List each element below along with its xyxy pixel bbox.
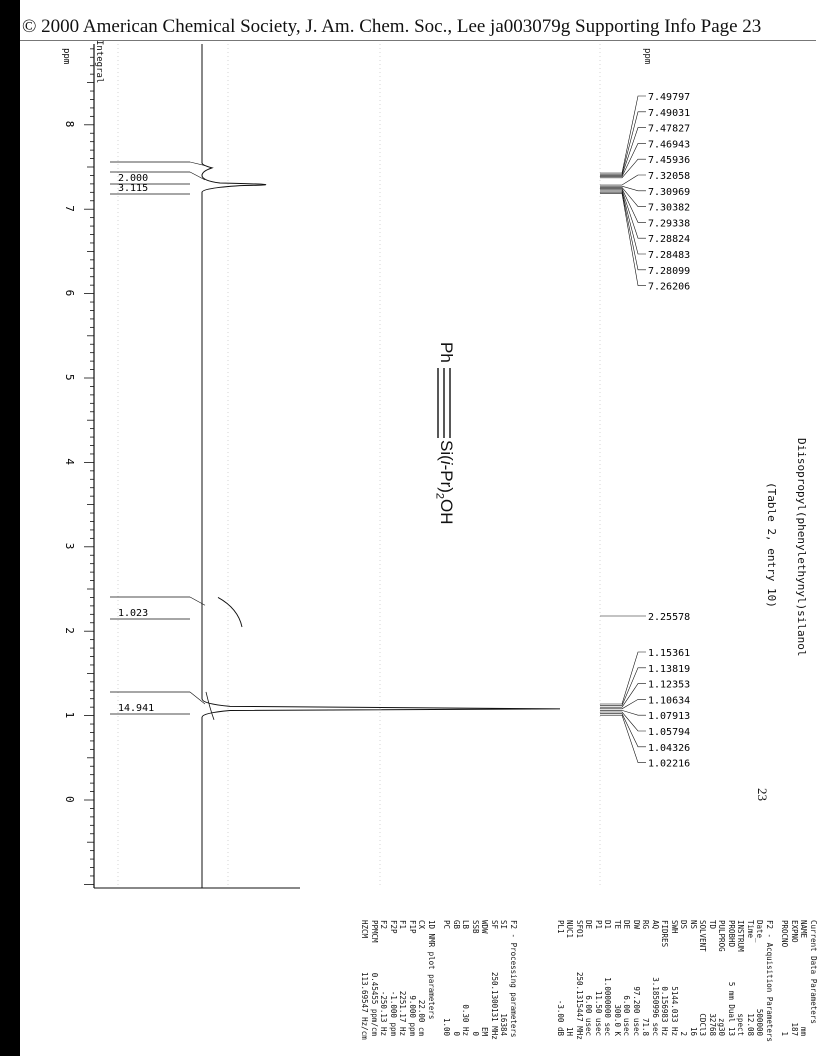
param-value: 11.50 usec <box>594 990 603 1036</box>
peak-label: 7.28099 <box>648 265 691 277</box>
spectrum-trace <box>202 44 560 888</box>
param-value: 5144.033 Hz <box>670 986 679 1036</box>
param-row <box>556 920 566 1042</box>
param-value: spect <box>736 1013 746 1036</box>
param-name: F2P <box>389 920 398 934</box>
axis-unit-label: ppm <box>61 48 71 65</box>
param-name: NS <box>689 920 698 930</box>
param-row <box>679 920 689 1042</box>
structure-ph: Ph <box>437 342 456 363</box>
param-value: 0.156983 Hz <box>660 986 670 1036</box>
param-row <box>442 920 452 1037</box>
param-value: 187 <box>790 1022 799 1036</box>
param-row <box>480 920 490 1037</box>
peak-leader <box>600 193 646 285</box>
param-value: mm <box>799 1026 809 1036</box>
param-value: zg30 <box>717 1017 727 1036</box>
param-row <box>689 920 699 1042</box>
peak-label: 7.32058 <box>648 171 691 182</box>
param-name: F2 <box>379 920 389 930</box>
param-col-1 <box>556 920 818 1042</box>
peak-label: 1.02216 <box>648 758 691 770</box>
table-entry: (Table 2, entry 10) <box>765 482 778 608</box>
param-name: PL1 <box>556 920 565 934</box>
param-row <box>389 920 399 1037</box>
peak-label: 1.04326 <box>648 742 691 754</box>
peak-label: 1.05794 <box>648 727 691 738</box>
param-value: 0.45455 ppm/cm <box>370 972 379 1036</box>
integral-value: 3.115 <box>118 183 149 194</box>
param-value: 12.08 <box>746 1013 755 1036</box>
axis-tick-label: 7 <box>63 205 76 212</box>
param-row <box>603 920 613 1042</box>
param-col-2 <box>360 920 518 1040</box>
param-name: PROCNO <box>780 920 790 948</box>
param-row <box>698 920 708 1042</box>
peak-label: 7.26206 <box>648 281 691 293</box>
param-value: 250.1300131 MHz <box>490 972 499 1040</box>
axis-tick-label: 1 <box>63 711 76 719</box>
peak-leader <box>600 192 646 270</box>
peak-label: 7.28824 <box>648 234 691 246</box>
axis-tick-label: 6 <box>63 289 76 297</box>
param-row <box>499 920 509 1037</box>
integral-value: 14.941 <box>118 703 155 714</box>
param-name: SI <box>499 920 509 930</box>
spectrum-line <box>202 44 560 888</box>
param-value: 9.000 ppm <box>408 995 417 1036</box>
param-row <box>651 920 661 1042</box>
param-name: TD <box>708 920 717 930</box>
param-row <box>360 920 370 1040</box>
param-name: AQ <box>651 920 660 930</box>
param-section-title: Current Data Parameters <box>809 920 818 1024</box>
peak-label: 7.46943 <box>648 139 691 151</box>
param-value: 22.00 cm <box>417 999 427 1036</box>
param-value: 32768 <box>708 1013 717 1036</box>
peak-label: 7.49031 <box>648 107 691 119</box>
param-row <box>670 920 680 1042</box>
integral-curve <box>206 692 214 720</box>
param-value: 1 <box>780 1031 790 1036</box>
param-value: 113.69547 Hz/cm <box>360 972 370 1040</box>
param-row <box>780 920 790 1042</box>
peak-leader <box>600 96 646 173</box>
param-section-title: F2 - Acquisition Parameters <box>765 920 774 1042</box>
param-value: 0.30 Hz <box>461 1004 471 1036</box>
param-name: NUC1 <box>565 920 575 939</box>
axis-tick-label: 5 <box>63 374 76 381</box>
param-name: EXPNO <box>790 920 799 943</box>
param-row <box>461 920 471 1037</box>
param-name: F1 <box>398 920 408 930</box>
param-name: DW <box>632 920 641 930</box>
integral-value: 1.023 <box>118 608 149 619</box>
peak-label: 7.28483 <box>648 250 691 261</box>
param-row <box>471 920 481 1037</box>
param-value: CDCl3 <box>698 1013 708 1036</box>
ppm-axis <box>61 44 600 888</box>
param-name: Time <box>746 920 755 939</box>
peak-label: 1.15361 <box>648 648 691 659</box>
param-name: GB <box>452 920 461 930</box>
param-row <box>717 920 727 1042</box>
param-value: 0 <box>471 1031 480 1036</box>
param-name: DE <box>622 920 632 930</box>
param-name: LB <box>461 920 471 930</box>
param-value: 250.1315447 MHz <box>575 972 584 1040</box>
integral-value: 2.000 <box>118 173 149 184</box>
param-row <box>490 920 500 1040</box>
param-value: -3.00 dB <box>556 999 565 1036</box>
param-value: 5 mm Dual 13 <box>727 981 736 1036</box>
param-row <box>613 920 623 1042</box>
peak-label: 1.10634 <box>648 695 691 707</box>
param-row <box>727 920 737 1042</box>
param-row <box>755 920 765 1042</box>
param-value: 2251.17 Hz <box>398 990 408 1036</box>
integral-label: Integral <box>94 40 104 84</box>
param-name: D1 <box>603 920 613 930</box>
param-name: NAME <box>799 920 809 939</box>
param-value: 6.00 usec <box>622 995 632 1036</box>
param-row <box>746 920 756 1042</box>
compound-title: Diisopropyl(phenylethynyl)silanol <box>795 438 808 657</box>
peak-leader <box>600 712 646 731</box>
param-name: TE <box>613 920 622 930</box>
param-row <box>790 920 800 1042</box>
param-value: 6.00 usec <box>584 995 594 1036</box>
param-value: 1.0000000 sec <box>603 977 613 1036</box>
peak-label: 7.45936 <box>648 155 691 167</box>
peak-label-oh: 2.25578 <box>648 612 691 623</box>
page-number: 23 <box>755 788 770 801</box>
param-name: F1P <box>408 920 417 934</box>
param-name: Date_ <box>755 920 765 943</box>
param-name: WDW <box>480 920 490 934</box>
ppm-header-label: ppm <box>642 48 652 65</box>
param-value: 97.200 usec <box>632 986 641 1036</box>
param-name: INSTRUM <box>736 920 746 952</box>
axis-tick-label: 8 <box>63 120 76 128</box>
param-value: 1H <box>565 1026 575 1036</box>
peak-label: 1.07913 <box>648 711 691 723</box>
param-row <box>452 920 462 1037</box>
param-value: 500000 <box>755 1008 765 1036</box>
param-row <box>565 920 575 1042</box>
param-name: SWH <box>670 920 679 934</box>
param-row <box>408 920 418 1037</box>
param-row <box>575 920 585 1042</box>
param-value: 0 <box>452 1031 461 1036</box>
param-row <box>594 920 604 1042</box>
param-name: HZCM <box>360 920 370 939</box>
page-header: © 2000 American Chemical Society, J. Am. Chem. Soc., Lee ja003079g Supporting Info Page 23 <box>22 16 762 37</box>
param-name: PULPROG <box>717 920 727 952</box>
param-section-title: 1D NMR plot parameters <box>427 920 436 1020</box>
param-value: 16384 <box>499 1013 509 1036</box>
param-row <box>641 920 651 1042</box>
param-name: P1 <box>594 920 603 930</box>
param-section-title: F2 - Processing parameters <box>509 920 518 1038</box>
param-value: 1.00 <box>442 1017 452 1036</box>
axis-tick-label: 2 <box>63 627 76 634</box>
param-name: DE <box>584 920 594 930</box>
axis-tick-label: 4 <box>63 458 76 466</box>
param-row <box>708 920 718 1042</box>
peak-label: 7.30969 <box>648 186 691 198</box>
param-name: DS <box>679 920 689 930</box>
peak-label: 7.47827 <box>648 123 691 135</box>
param-name: RG <box>641 920 651 930</box>
param-row <box>622 920 632 1042</box>
peak-label: 7.49797 <box>648 92 691 103</box>
param-row <box>379 920 389 1037</box>
param-name: PROBHD <box>727 920 736 948</box>
peak-leader <box>600 112 646 174</box>
integral-connector <box>190 597 205 605</box>
param-name: PC <box>442 920 452 930</box>
param-value: -1.000 ppm <box>389 990 398 1036</box>
peak-label: 7.29338 <box>648 218 691 230</box>
param-name: SOLVENT <box>698 920 708 952</box>
param-value: 3.1850996 sec <box>651 977 660 1036</box>
peak-labels <box>600 92 690 770</box>
param-row <box>799 920 809 1042</box>
structure-silanol: $Si(i-Pr)_2OH$ <box>433 440 456 525</box>
integral-curve <box>218 597 242 627</box>
integral-connector <box>190 692 205 704</box>
param-value: EM <box>480 1026 490 1036</box>
peak-leader <box>600 715 646 762</box>
triple-bond <box>430 368 460 438</box>
param-name: SF <box>490 920 499 930</box>
param-row <box>660 920 670 1042</box>
param-name: FIDRES <box>660 920 670 948</box>
axis-tick-label: 3 <box>63 542 76 550</box>
param-value: 71.8 <box>641 1017 651 1036</box>
peak-label: 7.30382 <box>648 202 691 214</box>
peak-label: 1.13819 <box>648 663 691 675</box>
param-value: 300.0 K <box>613 1004 622 1036</box>
param-name: SSB <box>471 920 480 934</box>
param-row <box>632 920 642 1042</box>
param-row <box>736 920 746 1042</box>
param-name: CX <box>417 920 427 930</box>
peak-label: 1.12353 <box>648 679 691 691</box>
param-row <box>417 920 427 1037</box>
param-value: 2 <box>679 1031 689 1036</box>
param-value: -250.13 Hz <box>379 990 389 1036</box>
integrals <box>110 162 205 714</box>
param-row <box>398 920 408 1037</box>
param-row <box>584 920 594 1042</box>
param-name: PPMCM <box>370 920 379 943</box>
axis-tick-label: 0 <box>63 796 76 803</box>
param-name: SFO1 <box>575 920 584 939</box>
param-row <box>370 920 380 1037</box>
peak-leader <box>600 652 646 704</box>
param-value: 16 <box>689 1026 698 1036</box>
